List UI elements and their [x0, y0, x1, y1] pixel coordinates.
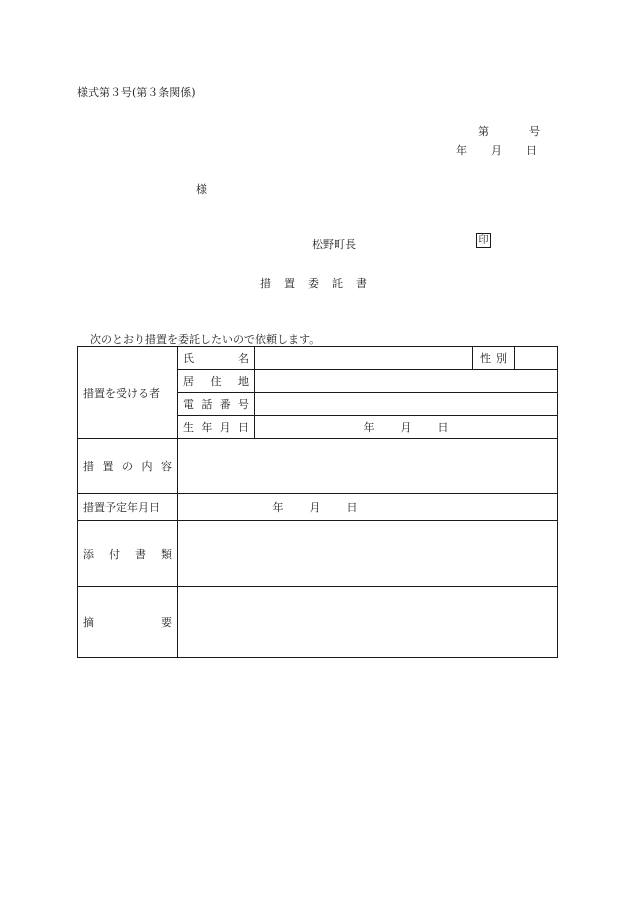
phone-label-char: 電 [183, 398, 194, 411]
birth-label [178, 416, 255, 439]
gender-label [473, 347, 515, 370]
phone-label-char: 番 [219, 398, 231, 411]
attachments-label-char: 類 [161, 547, 172, 561]
attachments-label [78, 521, 178, 587]
address-label-char: 住 [210, 375, 222, 388]
birth-date-field[interactable] [255, 416, 558, 439]
remarks-label [78, 587, 178, 658]
addressee: 様 [196, 183, 207, 196]
form-number: 様式第３号(第３条関係) [77, 86, 196, 99]
gender-label-char: 別 [496, 352, 507, 365]
intro-text: 次のとおり措置を委託したいので依頼します。 [90, 333, 321, 346]
remarks-field[interactable] [178, 587, 558, 658]
phone-label [178, 393, 255, 416]
scheduled-year: 年 [272, 501, 284, 514]
address-field[interactable] [255, 370, 558, 393]
content-label [78, 439, 178, 494]
date-month: 月 [491, 144, 502, 157]
phone-field[interactable] [255, 393, 558, 416]
birth-month: 月 [400, 421, 412, 434]
doc-no-prefix: 第 [478, 125, 489, 138]
remarks-label-char: 要 [161, 616, 172, 629]
content-label-char: 容 [161, 460, 172, 473]
birth-day: 日 [437, 421, 449, 434]
content-label-char: 置 [102, 460, 114, 473]
scheduled-date-field[interactable] [178, 494, 558, 521]
attachments-label-char: 書 [135, 547, 146, 561]
content-label-char: 内 [141, 460, 153, 473]
seal-mark: 印 [476, 233, 491, 248]
consignment-form-table [77, 346, 558, 658]
name-label-char: 名 [238, 352, 249, 365]
address-label-char: 地 [238, 375, 249, 388]
birth-label-char: 生 [183, 421, 194, 434]
content-label-char: の [122, 460, 133, 473]
phone-label-char: 号 [237, 398, 249, 411]
name-field[interactable] [255, 347, 473, 370]
gender-label-char: 性 [480, 352, 491, 365]
doc-no-suffix: 号 [529, 125, 540, 138]
scheduled-date-label: 措置予定年月日 [78, 494, 178, 521]
scheduled-month: 月 [309, 501, 321, 514]
date-year: 年 [456, 144, 467, 157]
scheduled-day: 日 [346, 501, 358, 514]
subject-group-label: 措置を受ける者 [78, 347, 178, 439]
attachments-field[interactable] [178, 521, 558, 587]
gender-field[interactable] [515, 347, 558, 370]
document-number [478, 123, 540, 139]
content-field[interactable] [178, 439, 558, 494]
phone-label-char: 話 [201, 398, 213, 411]
address-label [178, 370, 255, 393]
address-label-char: 居 [183, 375, 194, 388]
name-label [178, 347, 255, 370]
attachments-label-char: 添 [83, 547, 94, 561]
attachments-label-char: 付 [109, 547, 120, 561]
content-label-char: 措 [83, 460, 94, 473]
name-label-char: 氏 [183, 352, 194, 365]
birth-label-char: 年 [201, 421, 213, 434]
birth-label-char: 日 [237, 421, 249, 434]
birth-year: 年 [363, 421, 375, 434]
date-day: 日 [526, 144, 537, 157]
remarks-label-char: 摘 [83, 616, 94, 629]
document-title: 措置委託書 [260, 277, 380, 290]
birth-label-char: 月 [219, 421, 231, 434]
sender: 松野町長 [312, 238, 356, 251]
issue-date [456, 142, 537, 158]
